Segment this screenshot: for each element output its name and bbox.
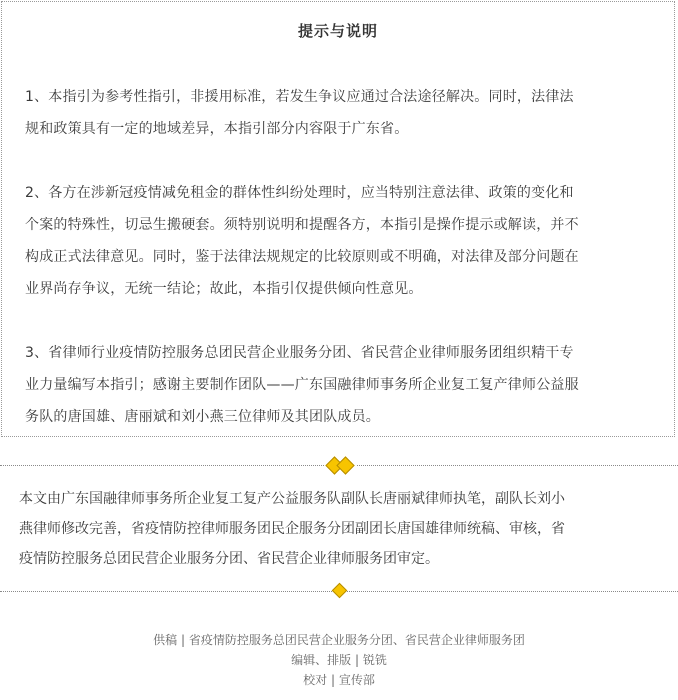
diamond-icon xyxy=(332,584,346,598)
double-diamond-icon xyxy=(324,456,356,476)
notice-paragraph-1 xyxy=(25,81,665,145)
text-line: 规和政策具有一定的地域差异，本指引部分内容限于广东省。 xyxy=(25,121,409,137)
text-line: 3、省律师行业疫情防控服务总团民营企业服务分团、省民营企业律师服务团组织精干专 xyxy=(25,345,574,361)
text-line: 疫情防控服务总团民营企业服务分团、省民营企业律师服务团审定。 xyxy=(19,551,439,567)
notice-box xyxy=(1,1,675,437)
diamond-icon xyxy=(336,456,354,474)
credit-contributor: 供稿 | 省疫情防控服务总团民营企业服务分团、省民营企业律师服务团 xyxy=(153,633,525,647)
notice-paragraph-2 xyxy=(25,177,665,305)
text-line: 构成正式法律意见。同时，鉴于法律法规规定的比较原则或不明确，对法律及部分问题在 xyxy=(25,249,579,265)
credits xyxy=(0,630,678,690)
author-note xyxy=(19,484,664,574)
credit-editor: 编辑、排版 | 锐铣 xyxy=(291,653,387,667)
text-line: 务队的唐国雄、唐丽斌和刘小燕三位律师及其团队成员。 xyxy=(25,409,380,425)
text-line: 燕律师修改完善，省疫情防控律师服务团民企服务分团副团长唐国雄律师统稿、审核，省 xyxy=(19,521,565,537)
credit-proofreader: 校对 | 宣传部 xyxy=(303,673,375,687)
text-line: 2、各方在涉新冠疫情减免租金的群体性纠纷处理时，应当特别注意法律、政策的变化和 xyxy=(25,185,574,201)
diamond-icon xyxy=(332,583,348,599)
text-line: 业力量编写本指引；感谢主要制作团队——广东国融律师事务所企业复工复产律师公益服 xyxy=(25,377,579,393)
notice-title: 提示与说明 xyxy=(297,22,378,40)
text-line: 业界尚存争议，无统一结论；故此，本指引仅提供倾向性意见。 xyxy=(25,281,423,297)
text-line: 1、本指引为参考性指引，非援用标准，若发生争议应通过合法途径解决。同时，法律法 xyxy=(25,89,574,105)
text-line: 本文由广东国融律师事务所企业复工复产公益服务队副队长唐丽斌律师执笔，副队长刘小 xyxy=(19,491,565,507)
notice-paragraph-3 xyxy=(25,337,665,433)
text-line: 个案的特殊性，切忌生搬硬套。须特别说明和提醒各方，本指引是操作提示或解读，并不 xyxy=(25,217,579,233)
